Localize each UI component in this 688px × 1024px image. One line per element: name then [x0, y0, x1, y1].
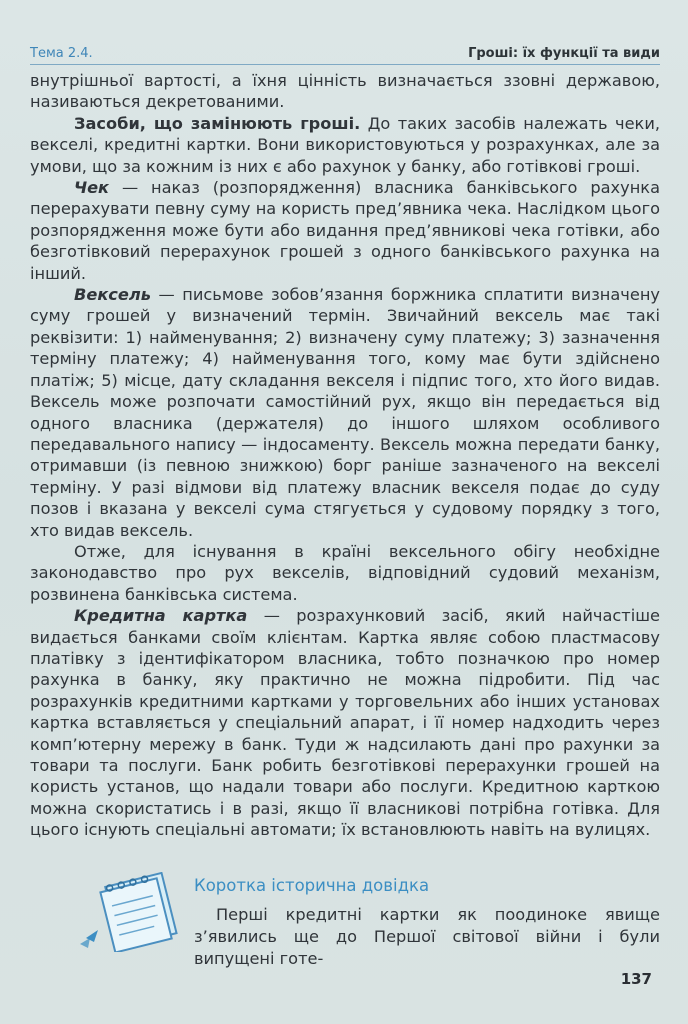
notebook-icon [74, 872, 184, 952]
paragraph-intro: внутрішньої вартості, а їхня цінність визначається ззовні державою, називаються декретованими. [30, 71, 660, 112]
paragraph-credit-card-text: — розрахунковий засіб, який найчастіше видається банками своїм клієнтам. Картка являє собою пластмасову платівку з ідентифікатором власника, тобто позначкою про номер рахунка в банку, яку практично не можна підробити. Під час розрахунків кредитними картками у торговельних або інших установах картка вставляється у спеціальний апарат, і її номер надходить через комп’ютерну мережу в банк. Туди ж надсилають дані про рахунки за товари та послуги. Банк робить безготівкові перерахунки грошей на користь установ, що надали товари або послуги. Кредитною карткою можна скористатись і в разі, якщо її власникові потрібна готівка. Для цього існують спеціальні автомати; їх встановлюють навіть на вулицях. [30, 606, 660, 840]
historical-note-title: Коротка історична довідка [194, 876, 430, 895]
page-header [30, 44, 660, 65]
paragraph-bill-circulation: Отже, для існування в країні вексельного обігу необхідне законодавство про рух векселів, відповідний судовий механізм, розвинена банківська система. [30, 541, 660, 604]
term-cheque: Чек [74, 178, 110, 198]
chapter-title: Гроші: їх функції та види [468, 46, 660, 61]
term-credit-card: Кредитна картка [74, 606, 248, 626]
historical-note [30, 870, 660, 968]
topic-label: Тема 2.4. [30, 46, 93, 61]
paragraph-cheque [30, 177, 660, 284]
paragraph-substitutes-text: До таких засобів належать чеки, векселі, кредитні картки. Вони використовуються у розрахунках, але за умови, що за кожним із них є або рахунок у банку, або готівкові гроші. [30, 113, 660, 176]
body-text [30, 70, 660, 841]
historical-note-text: Перші кредитні картки як поодиноке явище з’явились ще до Першої світової війни і були випущені готе- [194, 905, 660, 968]
page-number: 137 [620, 970, 652, 988]
paragraph-credit-card [30, 605, 660, 840]
term-substitutes: Засоби, що замінюють гроші. [74, 113, 361, 133]
term-bill: Вексель [74, 285, 151, 305]
paragraph-bill-text: — письмове зобов’язання боржника сплатити визначену суму грошей у визначений термін. Звичайний вексель має такі реквізити: 1) найменування; 2) визначену суму платежу; 3) зазначення терміну платежу; 4) найменування того, кому має бути здійснено платіж; 5) місце, дату складання векселя і підпис того, хто його видав. Вексель може розпочати самостійний рух, якщо він передається від одного власника (держателя) до іншого шляхом особливого передавального напису — індосаменту. Вексель можна передати банку, отримавши (із певною знижкою) борг раніше зазначеного на векселі терміну. У разі відмови від платежу власник векселя подає до суду позов і вказана у векселі сума стягується у судовому порядку з того, хто видав вексель. [30, 285, 660, 540]
paragraph-substitutes [30, 113, 660, 177]
paragraph-bill [30, 284, 660, 541]
paragraph-cheque-text: — наказ (розпорядження) власника банківського рахунка перерахувати певну суму на користь пред’явника чека. Наслідком цього розпорядження може бути або видання пред’явникові чека готівки, або безготівковий перерахунок грошей з одного банківського рахунка на інший. [30, 178, 660, 283]
